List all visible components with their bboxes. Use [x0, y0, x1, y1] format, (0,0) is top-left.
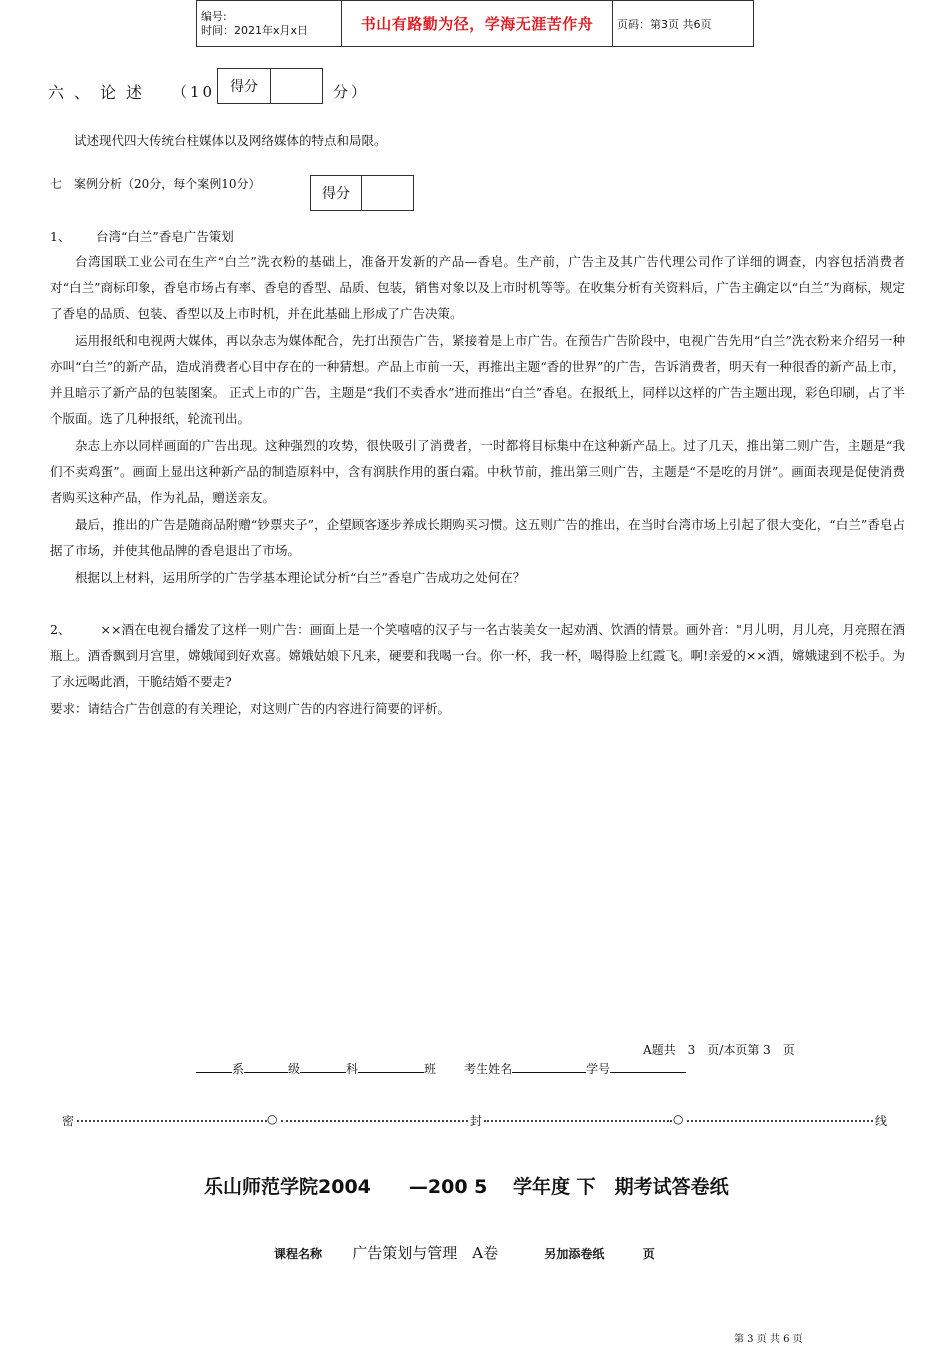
seal-circle: ○	[267, 1112, 278, 1126]
case1-paragraph: 运用报纸和电视两大媒体，再以杂志为媒体配合，先打出预告广告，紧接着是上市广告。在预告广告阶段中，电视广告先用“白兰”洗衣粉来介绍另一种亦叫“白兰”的新产品，造成消费者心目中存在的一种猜想。产品上市前一天，再推出主题“香的世界”的广告，告诉消费者，明天有一种很香的新产品上市，并且暗示了新产品的包装图案。 正式上市的广告，主题是“我们不卖香水”进而推出“白兰”香皂。在报纸上，同样以这样的广告主题出现，彩色印刷，占了半个版面。选了几种报纸，轮流刊出。	[50, 333, 905, 426]
dotted-segment	[77, 1120, 267, 1122]
seal-circle: ○	[673, 1112, 684, 1126]
seal-xian: 线	[875, 1114, 888, 1128]
school-title: 乐山师范学院2004 —200 5 学年度 下 期考试答卷纸	[204, 1176, 729, 1198]
page-info: A题共 3 页/本页第 3 页	[643, 1043, 795, 1057]
score-value-cell[interactable]	[362, 176, 413, 210]
field-dept: 系	[232, 1062, 245, 1076]
header-motto: 书山有路勤为径，学海无涯苦作舟	[342, 1, 613, 47]
id-blank[interactable]	[610, 1060, 686, 1073]
field-subject: 科	[346, 1062, 359, 1076]
seal-line	[62, 1112, 892, 1130]
field-name: 考生姓名	[464, 1062, 513, 1076]
student-info-line	[196, 1060, 686, 1077]
section7-score-box	[310, 175, 414, 211]
course-label: 课程名称	[274, 1247, 323, 1261]
score-value-cell[interactable]	[271, 69, 322, 103]
section6-question: 试述现代四大传统台柱媒体以及网络媒体的特点和局限。	[74, 133, 387, 148]
seal-feng: 封	[470, 1114, 483, 1128]
case1-paragraph: 杂志上亦以同样画面的广告出现。这种强烈的攻势，很快吸引了消费者，一时都将目标集中在这种新产品上。过了几天，推出第二则广告，主题是“我们不卖鸡蛋”。画面上显出这种新产品的制造原料中，含有润肤作用的蛋白霜。中秋节前，推出第三则广告，主题是“不是吃的月饼”。画面表现是促使消费者购买这种产品，作为礼品，赠送亲友。	[50, 438, 905, 505]
name-blank[interactable]	[512, 1060, 586, 1073]
case1-question: 根据以上材料，运用所学的广告学基本理论试分析“白兰”香皂广告成功之处何在？	[75, 570, 526, 585]
dotted-segment	[484, 1120, 672, 1122]
section6-paren-close: 分）	[333, 83, 370, 101]
document-header	[196, 0, 754, 47]
header-meta	[197, 1, 342, 47]
course-line	[274, 1242, 655, 1263]
course-name: 广告策划与管理 A卷	[352, 1244, 499, 1262]
case2-requirement: 要求：请结合广告创意的有关理论，对这则广告的内容进行简要的评析。	[50, 701, 451, 716]
section6-paren-open: （10	[172, 83, 216, 101]
extra-sheets-unit: 页	[642, 1247, 655, 1261]
seal-mi: 密	[62, 1114, 75, 1128]
class-blank[interactable]	[358, 1060, 424, 1073]
case1-paragraph: 台湾国联工业公司在生产“白兰”洗衣粉的基础上，准备开发新的产品—香皂。生产前，广告主及其广告代理公司作了详细的调查，内容包括消费者对“白兰”商标印象，香皂市场占有率、香皂的香型、品质、包装，销售对象以及上市时机等等。在收集分析有关资料后，广告主确定以“白兰”为商标，规定了香皂的品质、包装、香型以及上市时机，并在此基础上形成了广告决策。	[50, 254, 905, 321]
dotted-segment	[281, 1120, 468, 1122]
dept-blank[interactable]	[196, 1060, 232, 1073]
extra-sheets-label: 另加添卷纸	[544, 1247, 605, 1261]
subject-blank[interactable]	[300, 1060, 346, 1073]
section7-title: 七 案例分析（20分，每个案例10分）	[50, 177, 261, 191]
case2-text	[50, 617, 905, 695]
bottom-page-number: 第 3 页 共 6 页	[734, 1334, 803, 1345]
dotted-segment	[687, 1120, 873, 1122]
field-grade: 级	[288, 1062, 301, 1076]
score-label: 得分	[218, 69, 271, 103]
number-label: 编号:	[201, 9, 227, 23]
grade-blank[interactable]	[244, 1060, 288, 1073]
case2-number: 2、	[50, 622, 71, 637]
case1-paragraph: 最后，推出的广告是随商品附赠“钞票夹子”，企望顾客逐步养成长期购买习惯。这五则广告的推出，在当时台湾市场上引起了很大变化，“白兰”香皂占据了市场，并使其他品牌的香皂退出了市场。	[50, 517, 905, 558]
case1-title: 台湾“白兰”香皂广告策划	[96, 229, 234, 244]
field-id: 学号	[586, 1062, 611, 1076]
section6-score-box	[217, 68, 323, 104]
date-label: 时间：2021年x月x日	[201, 23, 309, 37]
score-label: 得分	[311, 176, 362, 210]
case2-body: ××酒在电视台播发了这样一则广告：画面上是一个笑嘻嘻的汉子与一名古装美女一起劝酒、饮酒的情景。画外音："月儿明，月儿亮，月亮照在酒瓶上。酒香飘到月宫里，嫦娥闻到好欢喜。嫦娥姑娘下凡来，硬要和我喝一台。你一杯，我一杯，喝得脸上红霞飞。啊!亲爱的××酒，嫦娥逮到不松手。为了永远喝此酒，干脆结婚不要走?	[50, 622, 906, 689]
header-page-label: 页码：第3页 共6页	[613, 1, 754, 47]
case1-number: 1、	[50, 229, 71, 244]
section6-title: 六、论述	[48, 83, 153, 102]
field-class: 班	[424, 1062, 437, 1076]
